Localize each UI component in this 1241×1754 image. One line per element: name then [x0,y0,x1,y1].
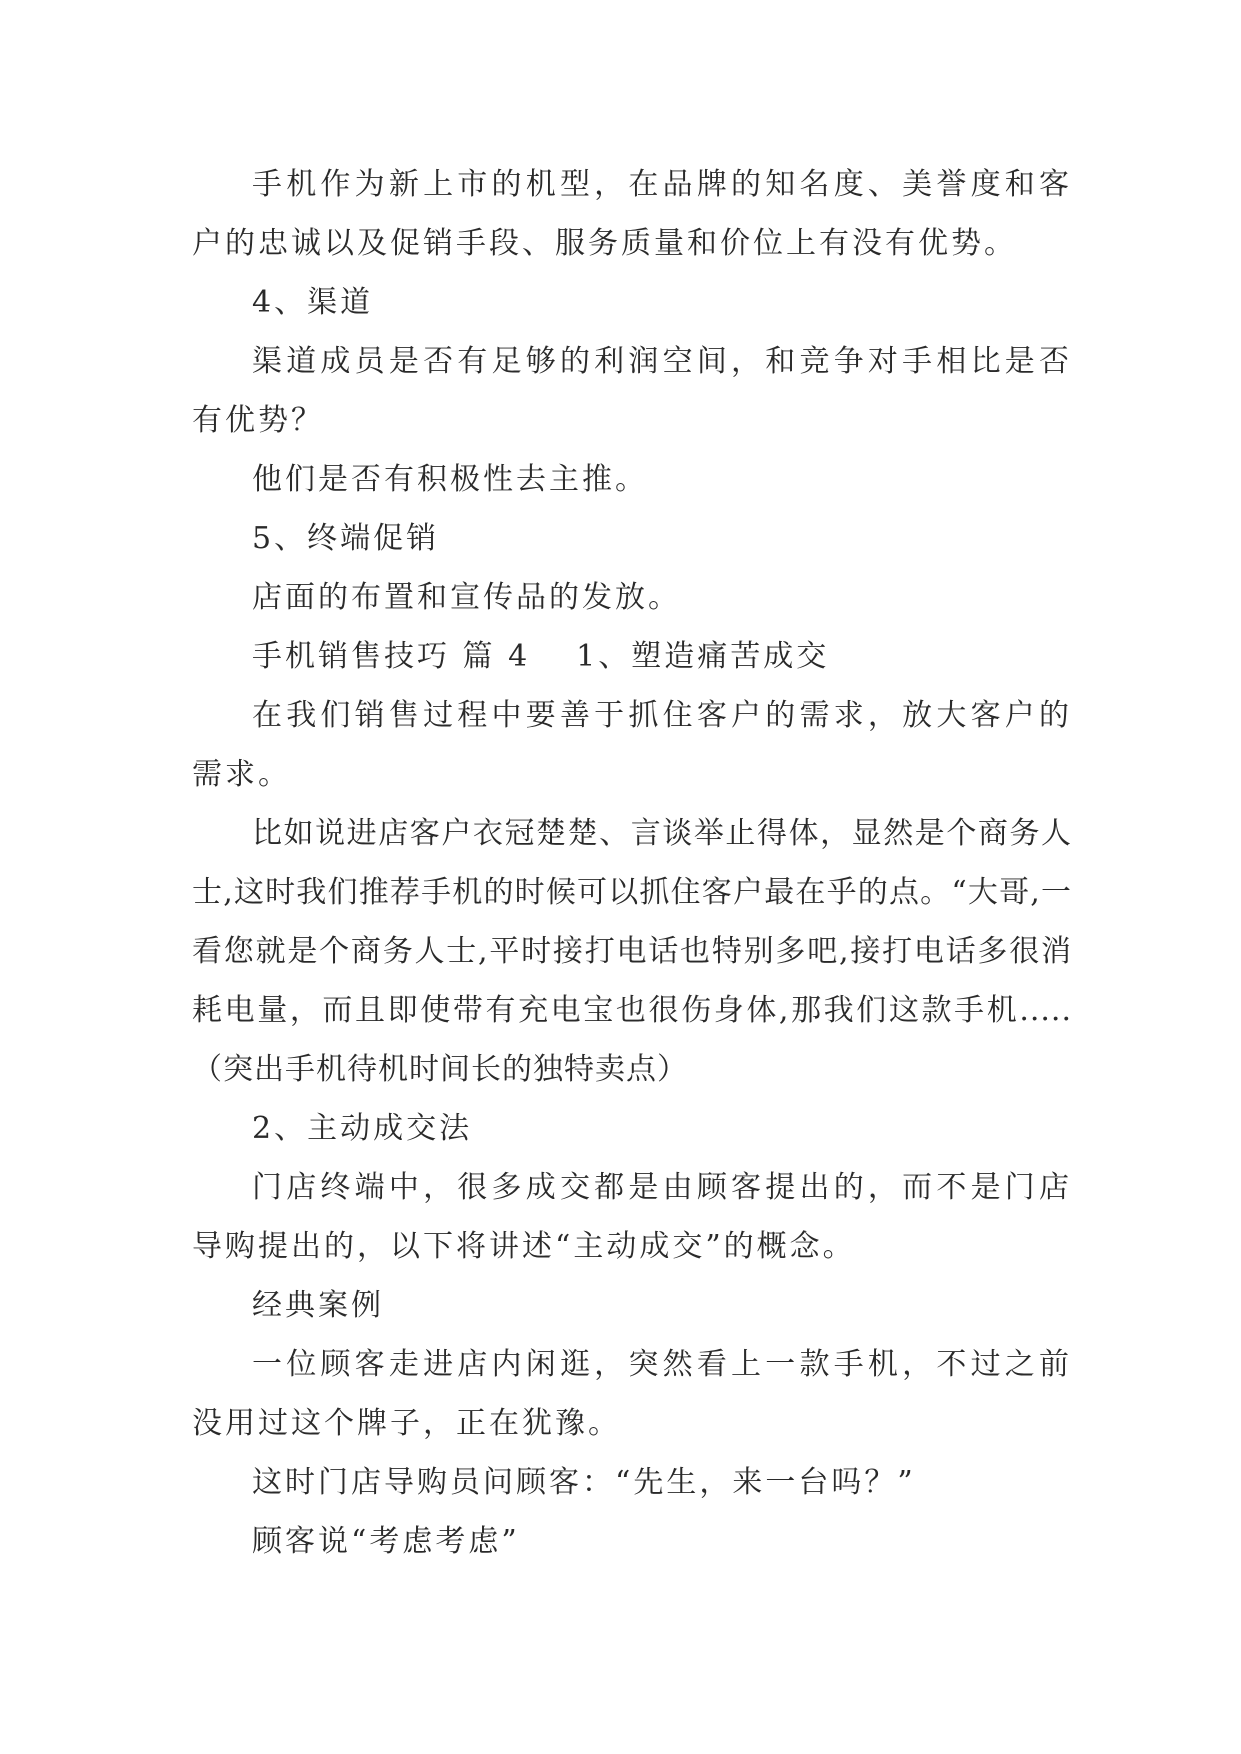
paragraph-brand-advantage: 手机作为新上市的机型，在品牌的知名度、美誉度和客户的忠诚以及促销手段、服务质量和价位上有没有优势。 [192,167,1072,261]
paragraph-customer-hesitates: 一位顾客走进店内闲逛，突然看上一款手机，不过之前没用过这个牌子，正在犹豫。 [192,1347,1072,1441]
paragraph-business-example: 比如说进店客户衣冠楚楚、言谈举止得体，显然是个商务人士,这时我们推荐手机的时候可以抓住客户最在乎的点。“大哥,一看您就是个商务人士,平时接打电话也特别多吧,接打电话多很消耗电量，而且即使带有充电宝也很伤身体,那我们这款手机.....（突出手机待机时间长的独特卖点） [192,816,1072,1087]
paragraph-channel-motivation: 他们是否有积极性去主推。 [252,462,648,497]
heading-active-close: 2、主动成交法 [252,1111,473,1146]
paragraph-active-close-concept: 门店终端中，很多成交都是由顾客提出的，而不是门店导购提出的，以下将讲述“主动成交”的概念。 [192,1170,1072,1264]
paragraph-channel-profit: 渠道成员是否有足够的利润空间，和竞争对手相比是否有优势？ [192,344,1072,438]
paragraph-store-layout: 店面的布置和宣传品的发放。 [252,580,681,615]
document-body [192,155,1072,1571]
paragraph-staff-asks: 这时门店导购员问顾客：“先生，来一台吗？” [252,1465,916,1500]
heading-classic-case: 经典案例 [252,1288,384,1323]
heading-terminal-promotion: 5、终端促销 [252,521,440,556]
paragraph-amplify-needs: 在我们销售过程中要善于抓住客户的需求，放大客户的需求。 [192,698,1072,792]
section-title-line [192,627,1072,686]
heading-channel: 4、渠道 [252,285,374,320]
paragraph-customer-replies: 顾客说“考虑考虑” [252,1524,520,1559]
section-title: 手机销售技巧 篇 4 [252,639,531,674]
heading-pain-close: 1、塑造痛苦成交 [576,639,830,674]
